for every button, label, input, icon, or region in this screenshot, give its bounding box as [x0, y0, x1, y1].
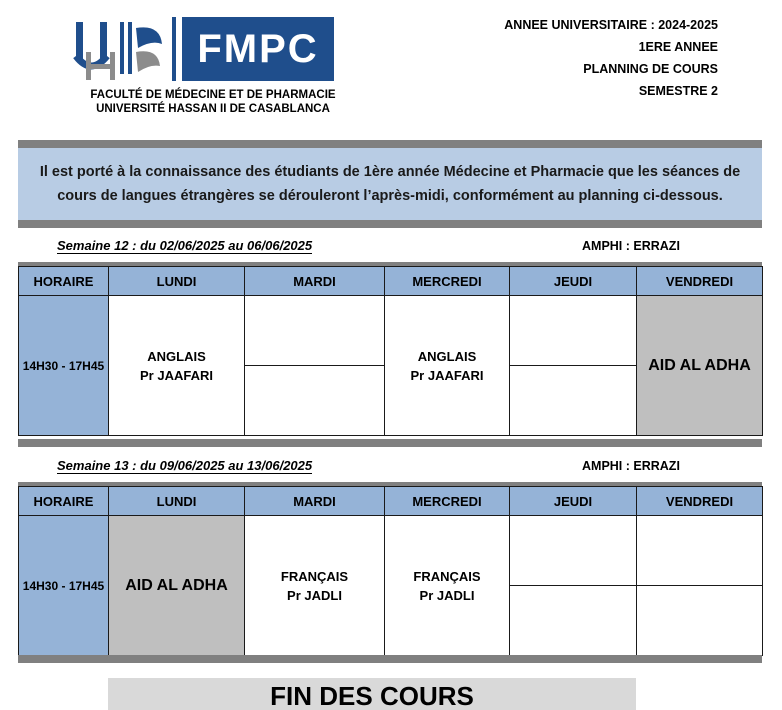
table-header-row [19, 267, 763, 296]
faculty-name: FACULTÉ DE MÉDECINE ET DE PHARMACIE [90, 89, 336, 101]
notice-banner [18, 140, 762, 228]
lundi-cell [109, 296, 245, 436]
col-header-jeudi: JEUDI [510, 487, 637, 516]
notice-line-2: cours de langues étrangères se dérouleront l’après-midi, conformément au planning ci-dessous. [57, 188, 723, 204]
table-row [19, 296, 763, 366]
table-header-row [19, 487, 763, 516]
document-title: PLANNING DE COURS [583, 62, 718, 76]
course-name: FRANÇAIS [280, 568, 349, 584]
year-level: 1ERE ANNEE [638, 40, 718, 54]
mardi-slot-1 [245, 296, 385, 366]
col-header-jeudi: JEUDI [510, 267, 637, 296]
course-name: FRANÇAIS [413, 568, 481, 584]
faculty-logo-block [72, 16, 362, 116]
fmpc-logo: FMPC [182, 17, 334, 81]
col-header-vendredi: VENDREDI [637, 267, 763, 296]
vendredi-holiday-cell: AID AL ADHA [637, 296, 763, 436]
vendredi-slot-1 [637, 516, 763, 586]
hour-cell: 14H30 - 17H45 [19, 296, 109, 436]
col-header-mercredi: MERCREDI [385, 267, 510, 296]
col-header-horaire: HORAIRE [19, 487, 109, 516]
jeudi-slot-2 [510, 586, 637, 656]
mercredi-cell [385, 296, 510, 436]
jeudi-slot-2 [510, 366, 637, 436]
faculty-caption [72, 88, 354, 116]
week-12-bottom-bar [18, 439, 762, 447]
col-header-vendredi: VENDREDI [637, 487, 763, 516]
week-12-title: Semaine 12 : du 02/06/2025 au 06/06/2025 [57, 238, 313, 253]
professor-name: Pr JADLI [419, 587, 475, 603]
semester: SEMESTRE 2 [638, 84, 718, 98]
professor-name: Pr JAAFARI [410, 367, 484, 383]
course-name: ANGLAIS [417, 348, 477, 364]
logo-separator [172, 17, 176, 81]
week-13-title: Semaine 13 : du 09/06/2025 au 13/06/2025 [57, 458, 313, 473]
table-row [19, 516, 763, 586]
document-info [504, 14, 718, 102]
professor-name: Pr JAAFARI [140, 367, 213, 383]
week-13-amphi: AMPHI : ERRAZI [582, 459, 680, 473]
col-header-horaire: HORAIRE [19, 267, 109, 296]
week-12-amphi: AMPHI : ERRAZI [582, 239, 680, 253]
jeudi-slot-1 [510, 516, 637, 586]
col-header-lundi: LUNDI [109, 267, 245, 296]
professor-name: Pr JADLI [287, 587, 342, 603]
course-name: ANGLAIS [147, 348, 206, 364]
mardi-cell [245, 516, 385, 656]
hour-cell: 14H30 - 17H45 [19, 516, 109, 656]
jeudi-slot-1 [510, 296, 637, 366]
university-name: UNIVERSITÉ HASSAN II DE CASABLANCA [96, 103, 330, 115]
lundi-holiday-cell: AID AL ADHA [109, 516, 245, 656]
week-13-bottom-bar [18, 655, 762, 663]
col-header-mardi: MARDI [245, 267, 385, 296]
col-header-mardi: MARDI [245, 487, 385, 516]
mercredi-cell [385, 516, 510, 656]
notice-line-1: Il est porté à la connaissance des étudiants de 1ère année Médecine et Pharmacie que les séances de [39, 164, 741, 180]
academic-year: ANNEE UNIVERSITAIRE : 2024-2025 [504, 18, 718, 32]
end-of-courses-banner: FIN DES COURS [108, 678, 636, 710]
week-13-schedule-table [18, 486, 763, 656]
university-logo-mark [72, 18, 168, 80]
col-header-mercredi: MERCREDI [385, 487, 510, 516]
vendredi-slot-2 [637, 586, 763, 656]
col-header-lundi: LUNDI [109, 487, 245, 516]
week-12-schedule-table [18, 266, 763, 436]
mardi-slot-2 [245, 366, 385, 436]
notice-text [18, 148, 762, 220]
